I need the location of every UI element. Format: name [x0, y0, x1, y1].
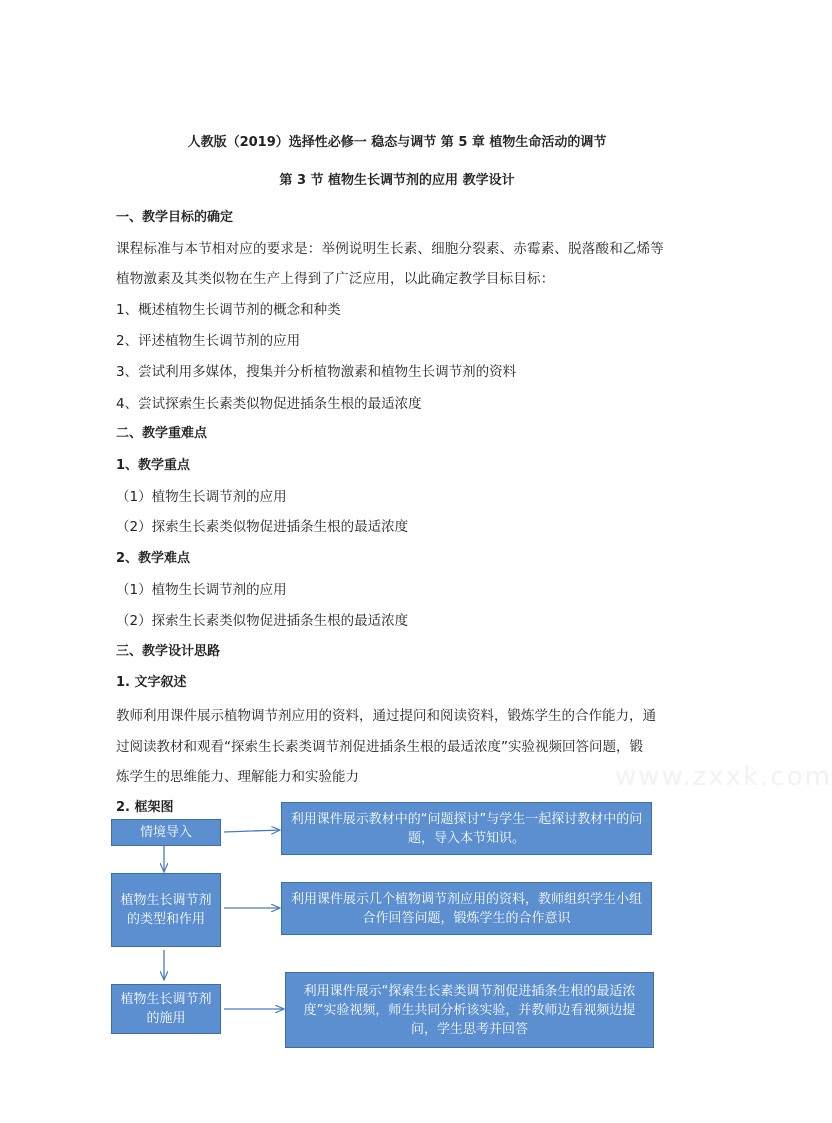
arrow-right-1	[224, 830, 280, 832]
difficult-points-heading: 2、教学难点	[116, 551, 191, 566]
difficult-point-item: （2）探索生长素类似物促进插条生根的最适浓度	[116, 613, 409, 629]
design-paragraph-line: 炼学生的思维能力、理解能力和实验能力	[116, 769, 359, 785]
doc-title-line1: 人教版（2019）选择性必修一 稳态与调节 第 5 章 植物生命活动的调节	[187, 135, 607, 150]
flow-step-3-box: 植物生长调节剂的施用	[111, 984, 221, 1034]
objective-item: 1、概述植物生长调节剂的概念和种类	[116, 302, 341, 318]
key-points-heading: 1、教学重点	[116, 458, 191, 473]
doc-title-line2: 第 3 节 植物生长调节剂的应用 教学设计	[279, 173, 515, 188]
watermark: www.zxxk.com	[615, 762, 832, 792]
key-point-item: （1）植物生长调节剂的应用	[116, 489, 287, 505]
section3-sub2-heading: 2. 框架图	[116, 800, 174, 815]
section1-intro-line1: 课程标准与本节相对应的要求是：举例说明生长素、细胞分裂素、赤霉素、脱落酸和乙烯等	[116, 241, 664, 257]
design-paragraph-line: 教师利用课件展示植物调节剂应用的资料，通过提问和阅读资料，锻炼学生的合作能力，通	[116, 708, 656, 724]
flow-desc-2-box: 利用课件展示几个植物调节剂应用的资料，教师组织学生小组合作回答问题，锻炼学生的合作意识	[281, 882, 652, 935]
key-point-item: （2）探索生长素类似物促进插条生根的最适浓度	[116, 519, 409, 535]
section1-intro-line2: 植物激素及其类似物在生产上得到了广泛应用，以此确定教学目标目标：	[116, 271, 555, 287]
flow-step-1-box: 情境导入	[111, 819, 221, 846]
section3-heading: 三、教学设计思路	[116, 644, 221, 659]
objective-item: 2、评述植物生长调节剂的应用	[116, 333, 301, 349]
flow-desc-1-box: 利用课件展示教材中的“问题探讨”与学生一起探讨教材中的问题，导入本节知识。	[281, 802, 652, 855]
section3-sub1-heading: 1. 文字叙述	[116, 675, 187, 690]
section1-heading: 一、教学目标的确定	[116, 210, 234, 225]
flow-step-2-box: 植物生长调节剂的类型和作用	[111, 873, 221, 947]
difficult-point-item: （1）植物生长调节剂的应用	[116, 582, 287, 598]
flow-desc-3-box: 利用课件展示“探索生长素类调节剂促进插条生根的最适浓度”实验视频，师生共同分析该实验，并教师边看视频边提问，学生思考并回答	[285, 972, 654, 1048]
objective-item: 3、尝试利用多媒体，搜集并分析植物激素和植物生长调节剂的资料	[116, 364, 517, 380]
objective-item: 4、尝试探索生长素类似物促进插条生根的最适浓度	[116, 396, 422, 412]
section2-heading: 二、教学重难点	[116, 426, 208, 441]
design-paragraph-line: 过阅读教材和观看“探索生长素类调节剂促进插条生根的最适浓度”实验视频回答问题，锻	[116, 739, 643, 755]
